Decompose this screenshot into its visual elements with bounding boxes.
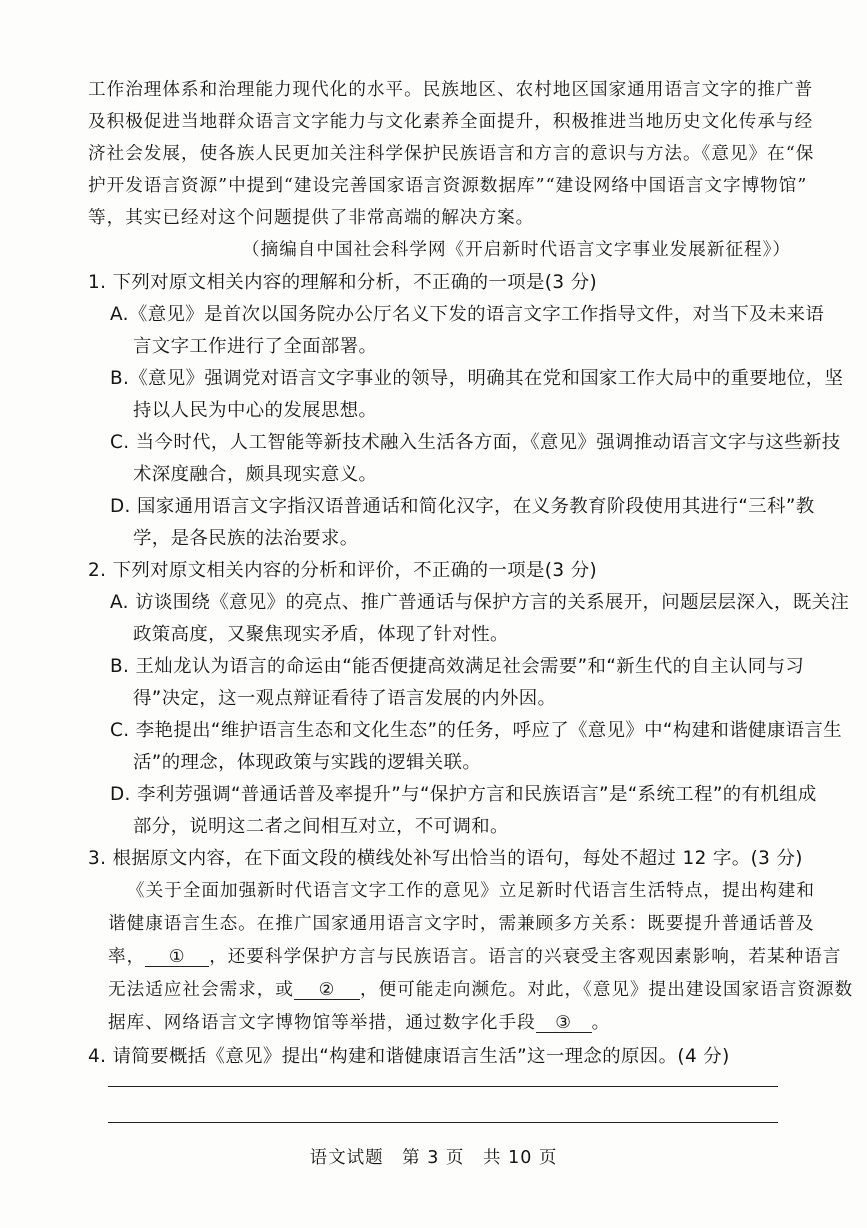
q4-answer-line-2[interactable]: [108, 1122, 778, 1123]
passage-line-3: 济社会发展，使各族人民更加关注科学保护民族语言和方言的意识与方法。《意见》在“保: [88, 144, 815, 164]
q2-option-a-line-1: A. 访谈围绕《意见》的亮点、推广普通话与保护方言的关系展开，问题层层深入，既关注: [110, 592, 850, 613]
q1-option-d-line-1: D. 国家通用语言文字指汉语普通话和简化汉字，在义务教育阶段使用其进行“三科”教: [110, 496, 815, 517]
q3-text-line-1: 《关于全面加强新时代语言文字工作的意见》立足新时代语言生活特点，提出构建和: [127, 881, 815, 901]
page-footer: [0, 1144, 867, 1169]
q1-stem: 1. 下列对原文相关内容的理解和分析，不正确的一项是(3 分): [88, 272, 598, 293]
q3-blank-2[interactable]: ②: [294, 981, 360, 1000]
q2-option-c-line-1: C. 李艳提出“维护语言生态和文化生态”的任务，呼应了《意见》中“构建和谐健康语言生: [110, 720, 842, 741]
q2-option-d-line-2: 部分，说明这二者之间相互对立，不可调和。: [133, 816, 509, 837]
passage-line-1: 工作治理体系和治理能力现代化的水平。民族地区、农村地区国家通用语言文字的推广普: [88, 80, 814, 100]
q3-line-4-end: ，便可能走向濒危。对此，《意见》提出建设国家语言资源数: [359, 980, 854, 1000]
q1-option-b-line-2: 持以人民为中心的发展思想。: [133, 400, 378, 421]
q3-text-line-3: [108, 943, 841, 968]
q3-line-5-start: 据库、网络语言文字博物馆等举措，通过数字化手段: [108, 1013, 536, 1033]
q1-option-b-line-1: B.《意见》强调党对语言文字事业的领导，明确其在党和国家工作大局中的重要地位，坚: [110, 368, 844, 389]
q3-line-5-end: 。: [591, 1013, 611, 1033]
q3-line-3-start: 率，: [108, 947, 146, 967]
passage-line-4: 护开发语言资源”中提到“建设完善国家语言资源数据库”“建设网络中国语言文字博物馆”: [88, 176, 808, 196]
footer-subject: 语文试题: [309, 1148, 384, 1168]
passage-line-2: 及积极促进当地群众语言文字能力与文化素养全面提升，积极推进当地历史文化传承与经: [88, 112, 814, 132]
q3-line-4-start: 无法适应社会需求，或: [108, 980, 294, 1000]
q2-option-c-line-2: 活”的理念，体现政策与实践的逻辑关联。: [133, 752, 482, 773]
q2-option-b-line-1: B. 王灿龙认为语言的命运由“能否便捷高效满足社会需要”和“新生代的自主认同与习: [110, 656, 805, 677]
q2-stem: 2. 下列对原文相关内容的分析和评价，不正确的一项是(3 分): [88, 560, 598, 581]
q3-stem: 3. 根据原文内容，在下面文段的横线处补写出恰当的语句，每处不超过 12 字。(3 分): [88, 848, 803, 869]
q3-blank-3[interactable]: ③: [536, 1014, 592, 1033]
q4-answer-line-1[interactable]: [108, 1086, 778, 1087]
q4-stem: 4. 请简要概括《意见》提出“构建和谐健康语言生活”这一理念的原因。(4 分): [88, 1046, 730, 1067]
passage-line-5: 等，其实已经对这个问题提供了非常高端的解决方案。: [88, 208, 535, 228]
q2-option-b-line-2: 得”决定，这一观点辩证看待了语言发展的内外因。: [133, 688, 557, 709]
passage-source: （摘编自中国社会科学网《开启新时代语言文字事业发展新征程》）: [242, 240, 792, 260]
q3-blank-1[interactable]: ①: [145, 948, 209, 967]
q2-option-a-line-2: 政策高度，又聚焦现实矛盾，体现了针对性。: [133, 624, 509, 645]
q1-option-c-line-1: C. 当今时代，人工智能等新技术融入生活各方面，《意见》强调推动语言文字与这些新技: [110, 432, 841, 453]
q3-line-3-end: ，还要科学保护方言与民族语言。语言的兴衰受主客观因素影响，若某种语言: [209, 947, 842, 967]
q1-option-c-line-2: 术深度融合，颇具现实意义。: [133, 464, 378, 485]
q3-text-line-2: 谐健康语言生态。在推广国家通用语言文字时，需兼顾多方关系：既要提升普通话普及: [108, 914, 815, 934]
q1-option-d-line-2: 学，是各民族的法治要求。: [133, 528, 359, 549]
q1-option-a-line-2: 言文字工作进行了全面部署。: [133, 336, 378, 357]
q3-text-line-5: [108, 1009, 610, 1034]
q1-option-a-line-1: A.《意见》是首次以国务院办公厅名义下发的语言文字工作指导文件，对当下及未来语: [110, 304, 825, 325]
footer-total-pages: 共 10 页: [483, 1148, 558, 1168]
footer-page-number: 第 3 页: [402, 1148, 465, 1168]
q3-text-line-4: [108, 976, 853, 1001]
q2-option-d-line-1: D. 李利芳强调“普通话普及率提升”与“保护方言和民族语言”是“系统工程”的有机组成: [110, 784, 817, 805]
